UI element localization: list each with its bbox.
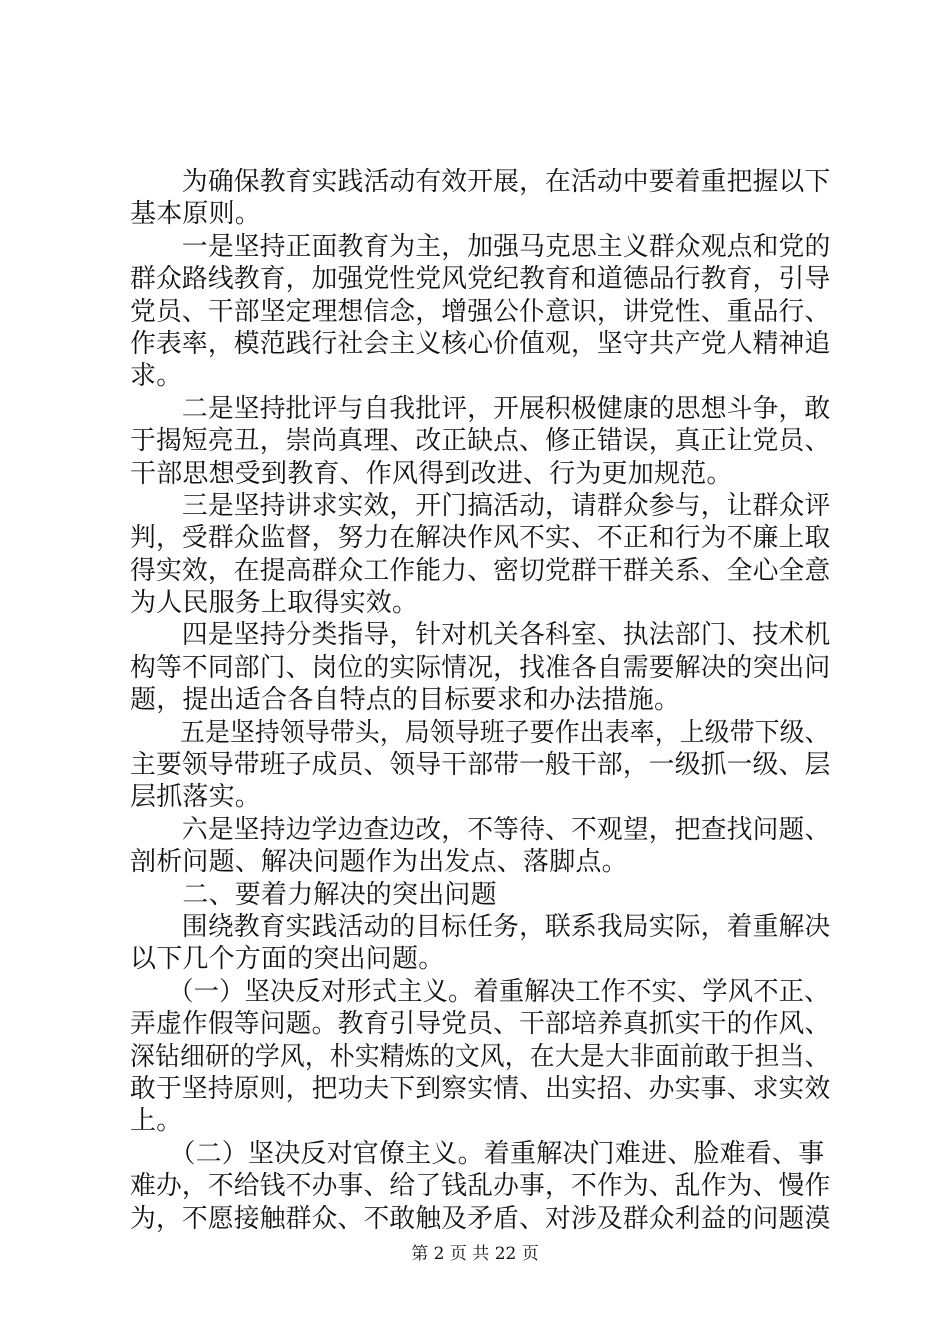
text-line: 为确保教育实践活动有效开展，在活动中要着重把握以下 <box>130 167 831 197</box>
text-line: 干部思想受到教育、作风得到改进、行为更加规范。 <box>130 458 733 489</box>
document-body <box>130 166 830 1235</box>
text-line: 得实效，在提高群众工作能力、密切党群干群关系、全心全意 <box>130 555 831 586</box>
text-line: 主要领导带班子成员、领导干部带一般干部，一级抓一级、层 <box>130 750 831 781</box>
text-line: 以下几个方面的突出问题。 <box>130 944 445 975</box>
text-line: 基本原则。 <box>130 199 262 230</box>
text-line: （一）坚决反对形式主义。着重解决工作不实、学风不正、 <box>130 976 830 1007</box>
text-line: 六是坚持边学边查边改，不等待、不观望，把查找问题、 <box>130 814 831 845</box>
text-line: 二、要着力解决的突出问题 <box>130 879 497 910</box>
text-line: 上。 <box>130 1106 183 1137</box>
text-line: 构等不同部门、岗位的实际情况，找准各自需要解决的突出问 <box>130 652 831 683</box>
text-line: 深钻细研的学风，朴实精炼的文风，在大是大非面前敢于担当、 <box>130 1041 830 1072</box>
text-line: 五是坚持领导带头，局领导班子要作出表率，上级带下级、 <box>130 717 830 748</box>
text-line: 党员、干部坚定理想信念，增强公仆意识，讲党性、重品行、 <box>130 296 831 327</box>
page-footer: 第 2 页 共 22 页 <box>411 1244 539 1264</box>
text-line: 为，不愿接触群众、不敢触及矛盾、对涉及群众利益的问题漠 <box>130 1203 831 1234</box>
text-line: 二是坚持批评与自我批评，开展积极健康的思想斗争，敢 <box>130 393 831 424</box>
text-line: 为人民服务上取得实效。 <box>130 588 419 619</box>
text-line: 判，受群众监督，努力在解决作风不实、不正和行为不廉上取 <box>130 523 831 554</box>
text-line: 作表率，模范践行社会主义核心价值观，坚守共产党人精神追 <box>130 328 831 359</box>
text-line: 敢于坚持原则，把功夫下到察实情、出实招、办实事、求实效 <box>130 1073 831 1104</box>
text-line: 围绕教育实践活动的目标任务，联系我局实际，着重解决 <box>130 911 831 942</box>
text-line: 弄虚作假等问题。教育引导党员、干部培养真抓实干的作风、 <box>130 1009 831 1040</box>
text-line: 题，提出适合各自特点的目标要求和办法措施。 <box>130 685 681 716</box>
text-line: 四是坚持分类指导，针对机关各科室、执法部门、技术机 <box>130 620 831 651</box>
text-line: 层抓落实。 <box>130 782 262 813</box>
text-line: 三是坚持讲求实效，开门搞活动，请群众参与，让群众评 <box>130 490 831 521</box>
text-line: 剖析问题、解决问题作为出发点、落脚点。 <box>130 847 628 878</box>
text-line: （二）坚决反对官僚主义。着重解决门难进、脸难看、事 <box>130 1138 825 1169</box>
text-line: 一是坚持正面教育为主，加强马克思主义群众观点和党的 <box>130 231 831 262</box>
text-line: 求。 <box>130 361 183 392</box>
text-line: 难办，不给钱不办事、给了钱乱办事，不作为、乱作为、慢作 <box>130 1171 831 1202</box>
text-line: 群众路线教育，加强党性党风党纪教育和道德品行教育，引导 <box>130 264 831 295</box>
text-line: 于揭短亮丑，崇尚真理、改正缺点、修正错误，真正让党员、 <box>130 426 831 457</box>
